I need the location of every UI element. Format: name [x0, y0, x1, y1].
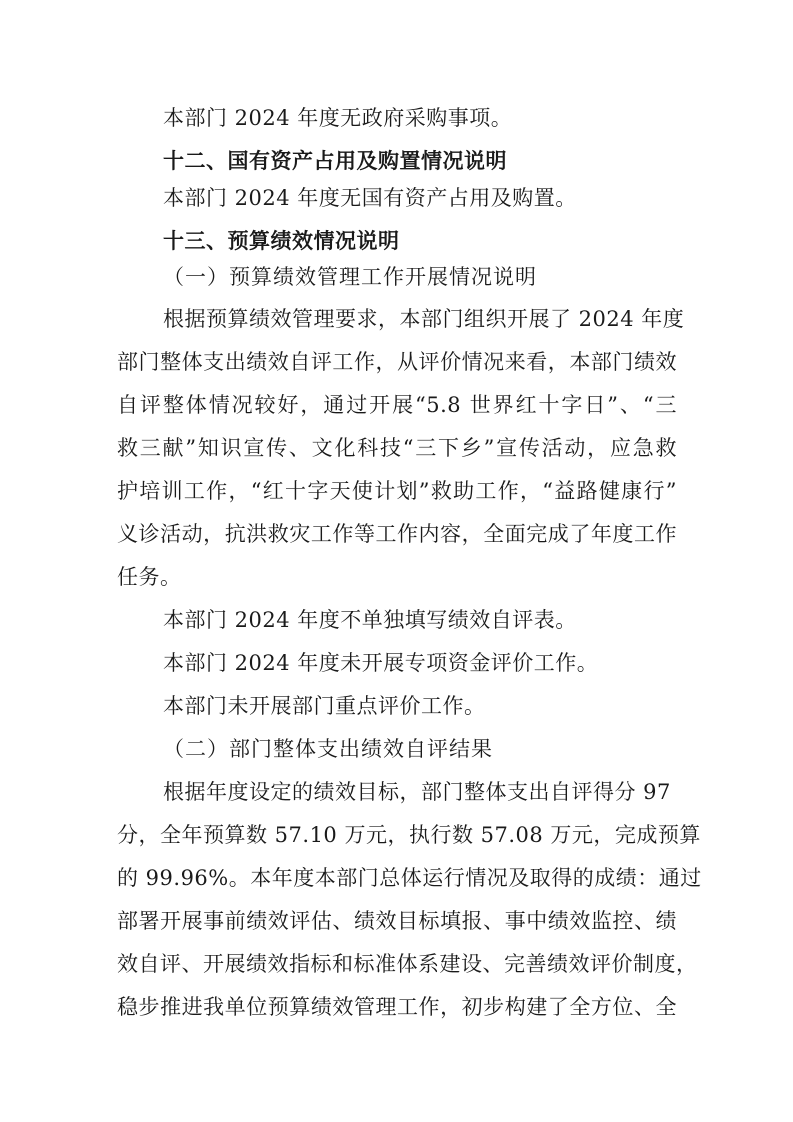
section-heading-12: 十二、国有资产占用及购置情况说明: [163, 149, 507, 173]
paragraph-line: 的 99.96%。本年度本部门总体运行情况及取得的成绩：通过: [117, 866, 702, 890]
paragraph-line: 稳步推进我单位预算绩效管理工作，初步构建了全方位、全: [117, 995, 677, 1019]
paragraph-line: 部门整体支出绩效自评工作，从评价情况来看，本部门绩效: [117, 350, 677, 374]
paragraph-line: 效自评、开展绩效指标和标准体系建设、完善绩效评价制度，: [117, 952, 698, 976]
paragraph-assets: 本部门 2024 年度无国有资产占用及购置。: [163, 186, 577, 210]
paragraph-no-selfeval-form: 本部门 2024 年度不单独填写绩效自评表。: [163, 608, 577, 632]
paragraph-line: 根据年度设定的绩效目标，部门整体支出自评得分 97: [163, 780, 671, 804]
subsection-heading-1: （一）预算绩效管理工作开展情况说明: [163, 265, 537, 289]
paragraph-no-key-eval: 本部门未开展部门重点评价工作。: [163, 694, 486, 718]
paragraph-line: 护培训工作，“红十字天使计划”救助工作，“益路健康行”: [117, 479, 677, 503]
paragraph-line: 根据预算绩效管理要求，本部门组织开展了 2024 年度: [163, 307, 685, 331]
paragraph-no-special-funds: 本部门 2024 年度未开展专项资金评价工作。: [163, 651, 599, 675]
paragraph-line: 义诊活动，抗洪救灾工作等工作内容，全面完成了年度工作: [117, 522, 677, 546]
paragraph-line: 部署开展事前绩效评估、绩效目标填报、事中绩效监控、绩: [117, 909, 677, 933]
section-heading-13: 十三、预算绩效情况说明: [163, 229, 400, 253]
subsection-heading-2: （二）部门整体支出绩效自评结果: [163, 737, 493, 761]
paragraph-gov-procurement: 本部门 2024 年度无政府采购事项。: [163, 106, 513, 130]
paragraph-line: 自评整体情况较好，通过开展“5.8 世界红十字日”、“三: [117, 393, 677, 417]
paragraph-line: 救三献”知识宣传、文化科技“三下乡”宣传活动，应急救: [117, 436, 677, 460]
paragraph-line: 任务。: [117, 565, 182, 589]
paragraph-line: 分，全年预算数 57.10 万元，执行数 57.08 万元，完成预算: [117, 823, 701, 847]
